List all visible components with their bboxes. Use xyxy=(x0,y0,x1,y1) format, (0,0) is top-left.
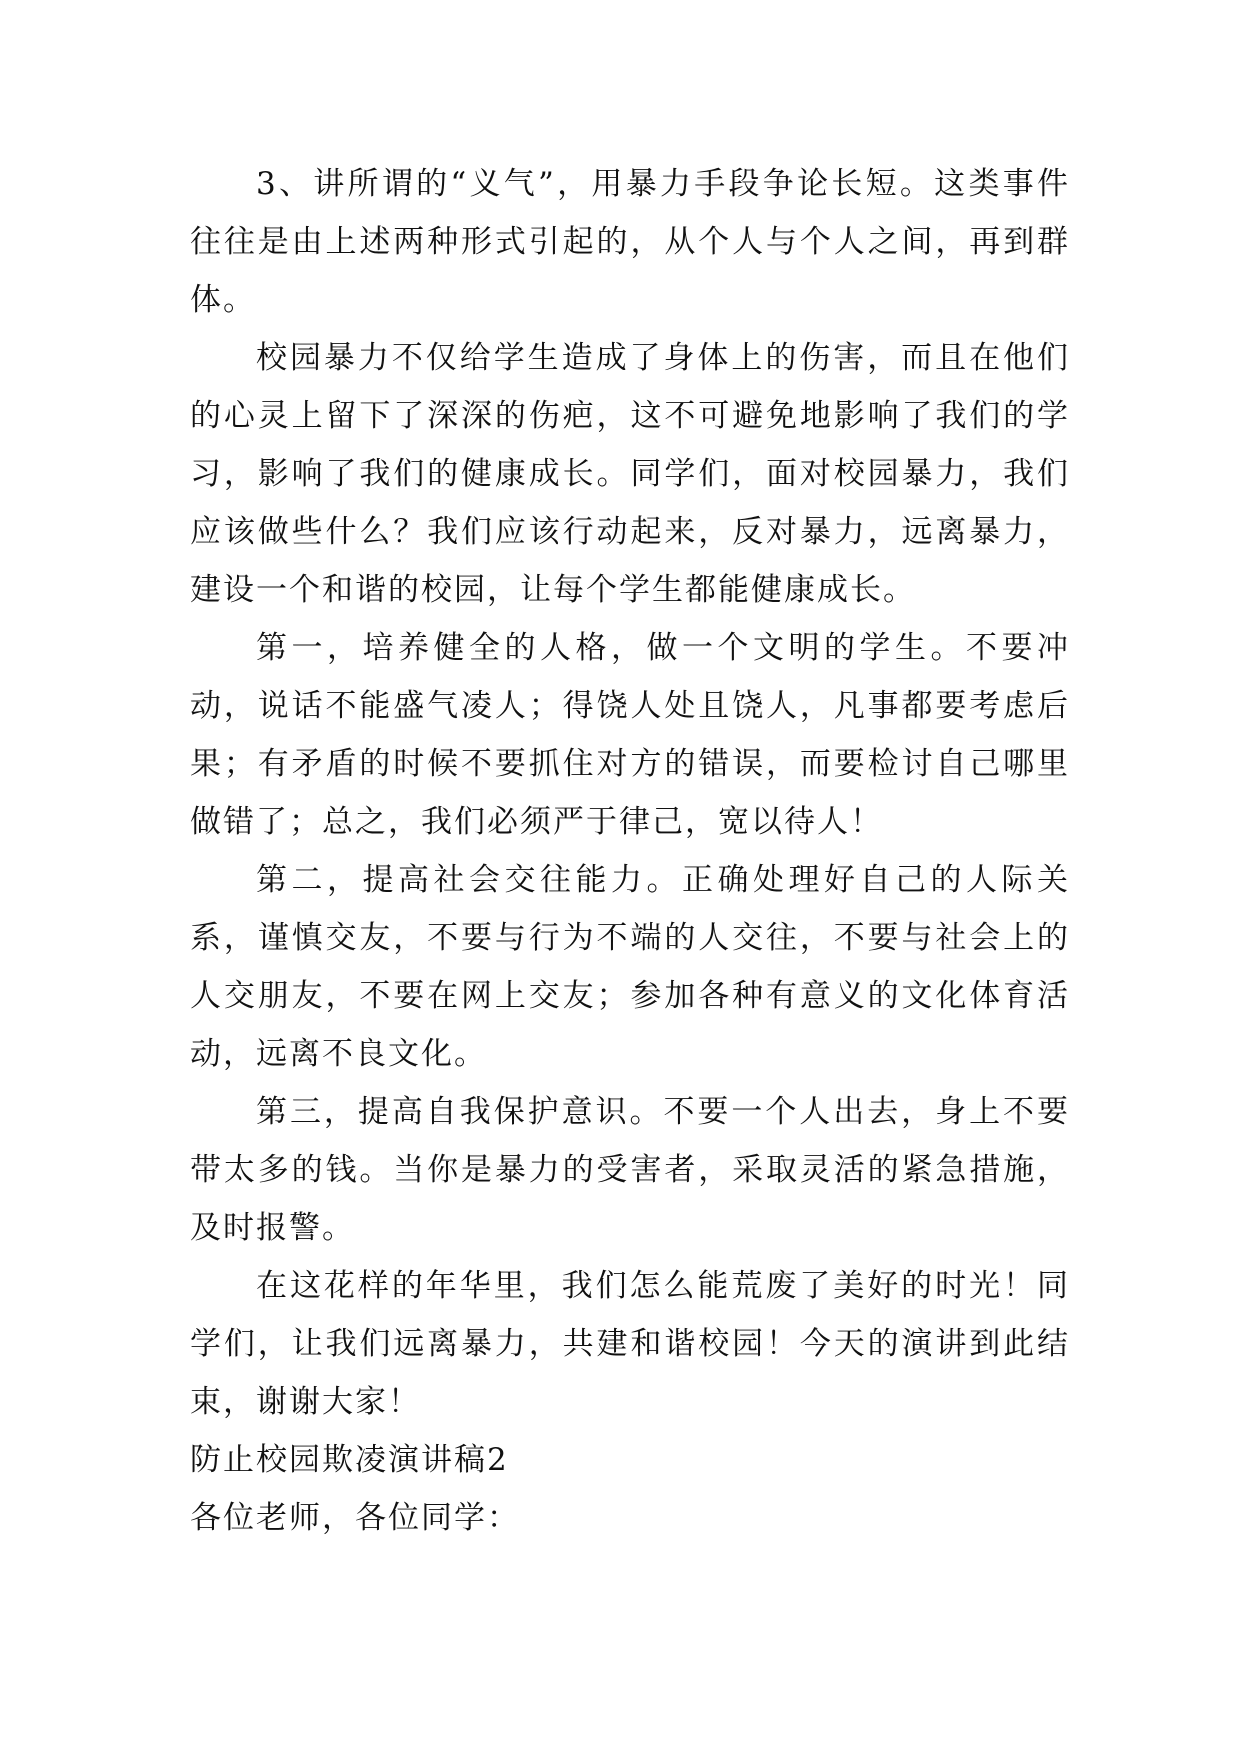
section-title: 防止校园欺凌演讲稿2 xyxy=(190,1442,509,1478)
document-body xyxy=(190,155,1070,1547)
paragraph-point-one: 第一，培养健全的人格，做一个文明的学生。不要冲动，说话不能盛气凌人；得饶人处且饶人，凡事都要考虑后果；有矛盾的时候不要抓住对方的错误，而要检讨自己哪里做错了；总之，我们必须严于律己，宽以待人！ xyxy=(190,630,1070,840)
paragraph-harm-of-violence: 校园暴力不仅给学生造成了身体上的伤害，而且在他们的心灵上留下了深深的伤疤，这不可避免地影响了我们的学习，影响了我们的健康成长。同学们，面对校园暴力，我们应该做些什么？我们应该行动起来，反对暴力，远离暴力，建设一个和谐的校园，让每个学生都能健康成长。 xyxy=(190,340,1070,608)
paragraph-point-two: 第二，提高社会交往能力。正确处理好自己的人际关系，谨慎交友，不要与行为不端的人交往，不要与社会上的人交朋友，不要在网上交友；参加各种有意义的文化体育活动，远离不良文化。 xyxy=(190,862,1070,1072)
paragraph-closing: 在这花样的年华里，我们怎么能荒废了美好的时光！同学们，让我们远离暴力，共建和谐校园！今天的演讲到此结束，谢谢大家！ xyxy=(190,1268,1070,1420)
paragraph-violence-type-3: 3、讲所谓的“义气”，用暴力手段争论长短。这类事件往往是由上述两种形式引起的，从个人与个人之间，再到群体。 xyxy=(190,166,1070,318)
salutation: 各位老师，各位同学： xyxy=(190,1500,520,1536)
paragraph-point-three: 第三，提高自我保护意识。不要一个人出去，身上不要带太多的钱。当你是暴力的受害者，采取灵活的紧急措施，及时报警。 xyxy=(190,1094,1070,1246)
